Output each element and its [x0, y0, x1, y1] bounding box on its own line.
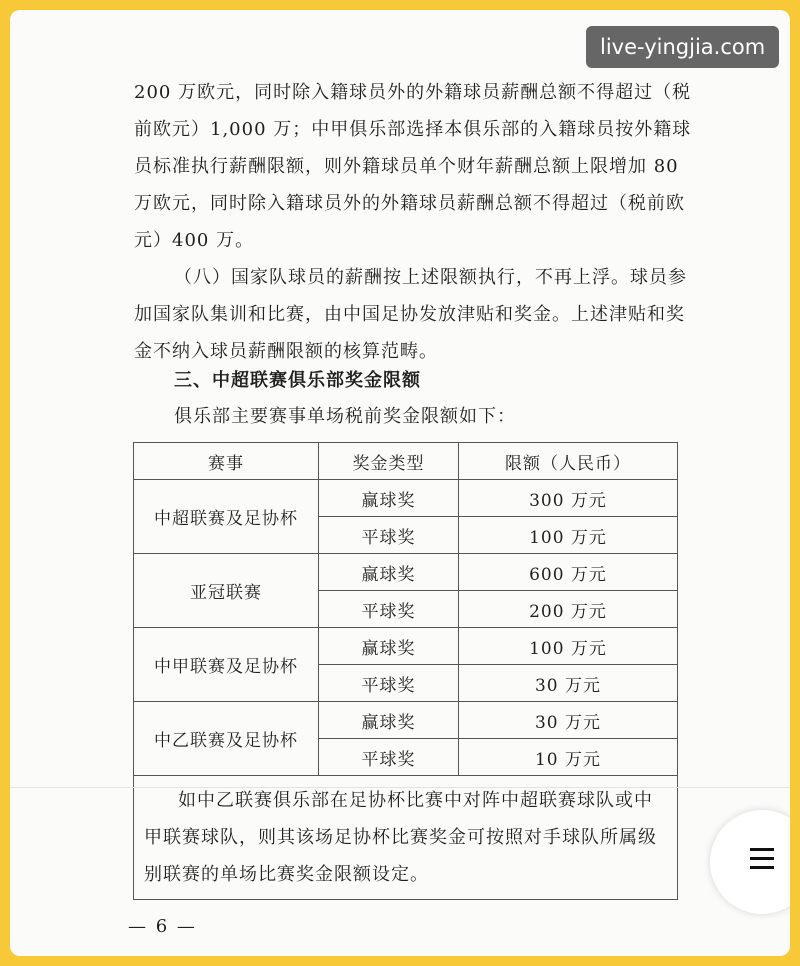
menu-button[interactable]	[710, 810, 790, 914]
event-cell: 中乙联赛及足协杯	[134, 702, 319, 776]
limit-cell: 30 万元	[459, 665, 678, 702]
header-event: 赛事	[134, 443, 319, 480]
event-cell: 亚冠联赛	[134, 554, 319, 628]
table-header-row	[134, 443, 678, 480]
limit-cell: 200 万元	[459, 591, 678, 628]
table-row	[134, 628, 678, 665]
document-page	[10, 10, 790, 956]
table-note: 如中乙联赛俱乐部在足协杯比赛中对阵中超联赛球队或中甲联赛球队，则其该场足协杯比赛奖金可按照对手球队所属级别联赛的单场比赛奖金限额设定。	[134, 776, 678, 900]
table-row	[134, 702, 678, 739]
header-prize-type: 奖金类型	[319, 443, 459, 480]
paragraph-foreign-salary: 200 万欧元，同时除入籍球员外的外籍球员薪酬总额不得超过（税前欧元）1,000 万；中甲俱乐部选择本俱乐部的入籍球员按外籍球员标准执行薪酬限额，则外籍球员单个财年薪酬总额上限增加 80 万欧元，同时除入籍球员外的外籍球员薪酬总额不得超过（税前欧元）400 万。	[134, 82, 692, 251]
header-limit: 限额（人民币）	[459, 443, 678, 480]
event-cell: 中甲联赛及足协杯	[134, 628, 319, 702]
prize-type-cell: 赢球奖	[319, 628, 459, 665]
limit-cell: 100 万元	[459, 628, 678, 665]
event-cell: 中超联赛及足协杯	[134, 480, 319, 554]
prize-type-cell: 平球奖	[319, 517, 459, 554]
prize-type-cell: 赢球奖	[319, 554, 459, 591]
section-intro: 俱乐部主要赛事单场税前奖金限额如下：	[174, 406, 516, 427]
page-number: — 6 —	[128, 916, 197, 937]
limit-cell: 10 万元	[459, 739, 678, 776]
prize-type-cell: 平球奖	[319, 591, 459, 628]
prize-type-cell: 平球奖	[319, 739, 459, 776]
prize-type-cell: 赢球奖	[319, 480, 459, 517]
limit-cell: 300 万元	[459, 480, 678, 517]
table-row	[134, 480, 678, 517]
table-row	[134, 554, 678, 591]
limit-cell: 100 万元	[459, 517, 678, 554]
section-heading: 三、中超联赛俱乐部奖金限额	[174, 370, 421, 391]
paragraph-national-team: （八）国家队球员的薪酬按上述限额执行，不再上浮。球员参加国家队集训和比赛，由中国足协发放津贴和奖金。上述津贴和奖金不纳入球员薪酬限额的核算范畴。	[134, 267, 687, 362]
watermark: live-yingjia.com	[586, 26, 779, 68]
prize-limit-table	[133, 442, 678, 900]
divider	[10, 787, 790, 788]
prize-type-cell: 赢球奖	[319, 702, 459, 739]
limit-cell: 30 万元	[459, 702, 678, 739]
limit-cell: 600 万元	[459, 554, 678, 591]
prize-type-cell: 平球奖	[319, 665, 459, 702]
table-note-row	[134, 776, 678, 900]
